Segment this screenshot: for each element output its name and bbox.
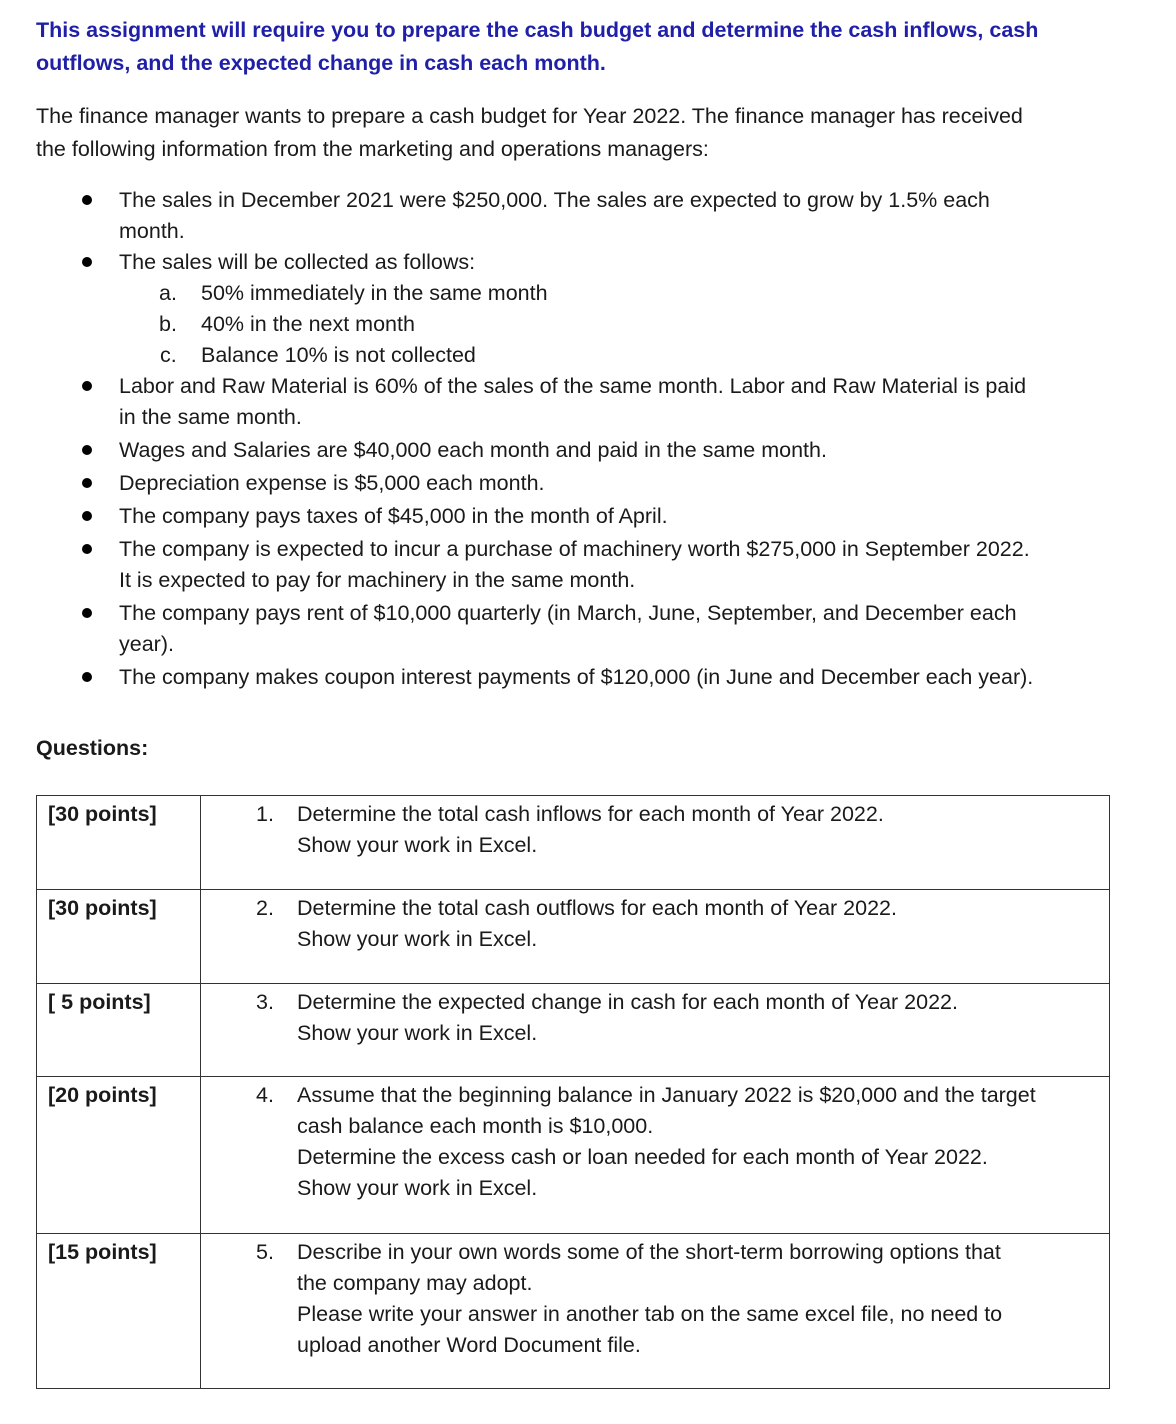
info-bullet-list — [36, 185, 1116, 693]
intro-line: This assignment will require you to prepare the cash budget and determine the cash inflows, cash — [36, 18, 1039, 42]
bullet-dot-icon — [82, 478, 92, 488]
questions-table — [36, 795, 1110, 1389]
intro-line: outflows, and the expected change in cash each month. — [36, 51, 606, 75]
question-cell — [201, 890, 1110, 984]
question-number: 2. — [256, 896, 274, 920]
bullet-line: The company pays taxes of $45,000 in the month of April. — [119, 504, 668, 528]
sublist-item — [36, 309, 1116, 340]
bullet-dot-icon — [82, 544, 92, 554]
question-content — [201, 1080, 1109, 1204]
sublist-text: Balance 10% is not collected — [201, 343, 476, 367]
bullet-line: The sales will be collected as follows: — [119, 250, 476, 274]
bullet-item — [36, 185, 1116, 247]
bullet-item — [36, 435, 1116, 466]
bullet-line: The company is expected to incur a purchase of machinery worth $275,000 in September 2022. — [119, 537, 1030, 561]
question-row — [37, 1234, 1110, 1389]
question-content — [201, 799, 1109, 861]
bullet-item — [36, 598, 1116, 660]
question-line: Describe in your own words some of the short-term borrowing options that — [297, 1240, 1001, 1264]
intro-heading — [36, 14, 1116, 80]
question-line: Assume that the beginning balance in January 2022 is $20,000 and the target — [297, 1083, 1036, 1107]
points-cell: [30 points] — [37, 890, 201, 984]
question-line: Determine the total cash outflows for each month of Year 2022. — [297, 896, 897, 920]
sublist-item — [36, 278, 1116, 309]
bullet-item — [36, 468, 1116, 499]
bullet-line: The company makes coupon interest payments of $120,000 (in June and December each year). — [119, 665, 1034, 689]
question-cell — [201, 1077, 1110, 1234]
bullet-line: in the same month. — [119, 405, 302, 429]
question-row — [37, 796, 1110, 890]
assignment-document — [36, 14, 1116, 1389]
question-number: 5. — [256, 1240, 274, 1264]
bullet-dot-icon — [82, 195, 92, 205]
question-number: 3. — [256, 990, 274, 1014]
question-line: cash balance each month is $10,000. — [297, 1114, 654, 1138]
bullet-line: Labor and Raw Material is 60% of the sales of the same month. Labor and Raw Material is paid — [119, 374, 1027, 398]
bullet-line: The company pays rent of $10,000 quarterly (in March, June, September, and December each — [119, 601, 1017, 625]
question-row — [37, 890, 1110, 984]
points-cell: [20 points] — [37, 1077, 201, 1234]
question-cell — [201, 1234, 1110, 1389]
bullet-item — [36, 371, 1116, 433]
question-line: Show your work in Excel. — [297, 1176, 538, 1200]
question-line: Please write your answer in another tab on the same excel file, no need to — [297, 1302, 1003, 1326]
points-cell: [ 5 points] — [37, 984, 201, 1077]
bullet-line: year). — [119, 632, 174, 656]
questions-heading: Questions: — [36, 736, 149, 760]
question-line: Determine the excess cash or loan needed for each month of Year 2022. — [297, 1145, 988, 1169]
bullet-dot-icon — [82, 257, 92, 267]
question-line: Show your work in Excel. — [297, 833, 538, 857]
bullet-item — [36, 534, 1116, 596]
intro-paragraph — [36, 100, 1116, 166]
question-cell — [201, 796, 1110, 890]
bullet-dot-icon — [82, 672, 92, 682]
bullet-line: It is expected to pay for machinery in the same month. — [119, 568, 636, 592]
question-line: Determine the total cash inflows for each month of Year 2022. — [297, 802, 884, 826]
question-cell — [201, 984, 1110, 1077]
sublist-text: 50% immediately in the same month — [201, 281, 548, 305]
bullet-line: month. — [119, 219, 185, 243]
bullet-item — [36, 662, 1116, 693]
bullet-dot-icon — [82, 445, 92, 455]
points-cell: [15 points] — [37, 1234, 201, 1389]
question-content — [201, 1237, 1109, 1361]
bullet-dot-icon — [82, 381, 92, 391]
question-line: the company may adopt. — [297, 1271, 533, 1295]
bullet-dot-icon — [82, 511, 92, 521]
sublist-text: 40% in the next month — [201, 312, 415, 336]
collection-sublist-container — [36, 278, 1116, 371]
collection-sublist — [36, 278, 1116, 371]
sublist-marker: b. — [159, 312, 177, 336]
sublist-marker: a. — [159, 281, 177, 305]
question-line: Show your work in Excel. — [297, 927, 538, 951]
question-line: Determine the expected change in cash for each month of Year 2022. — [297, 990, 958, 1014]
question-content — [201, 893, 1109, 955]
sublist-marker: c. — [160, 343, 177, 367]
bullet-line: Depreciation expense is $5,000 each month. — [119, 471, 545, 495]
question-line: upload another Word Document file. — [297, 1333, 641, 1357]
sublist-item — [36, 340, 1116, 371]
bullet-line: The sales in December 2021 were $250,000. The sales are expected to grow by 1.5% each — [119, 188, 990, 212]
bullet-item — [36, 247, 1116, 278]
paragraph-line: The finance manager wants to prepare a cash budget for Year 2022. The finance manager has received — [36, 104, 1023, 128]
question-line: Show your work in Excel. — [297, 1021, 538, 1045]
bullet-line: Wages and Salaries are $40,000 each month and paid in the same month. — [119, 438, 827, 462]
points-cell: [30 points] — [37, 796, 201, 890]
question-row — [37, 1077, 1110, 1234]
bullet-dot-icon — [82, 608, 92, 618]
question-row — [37, 984, 1110, 1077]
question-content — [201, 987, 1109, 1049]
paragraph-line: the following information from the marketing and operations managers: — [36, 137, 709, 161]
bullet-item — [36, 501, 1116, 532]
question-number: 1. — [256, 802, 274, 826]
question-number: 4. — [256, 1083, 274, 1107]
